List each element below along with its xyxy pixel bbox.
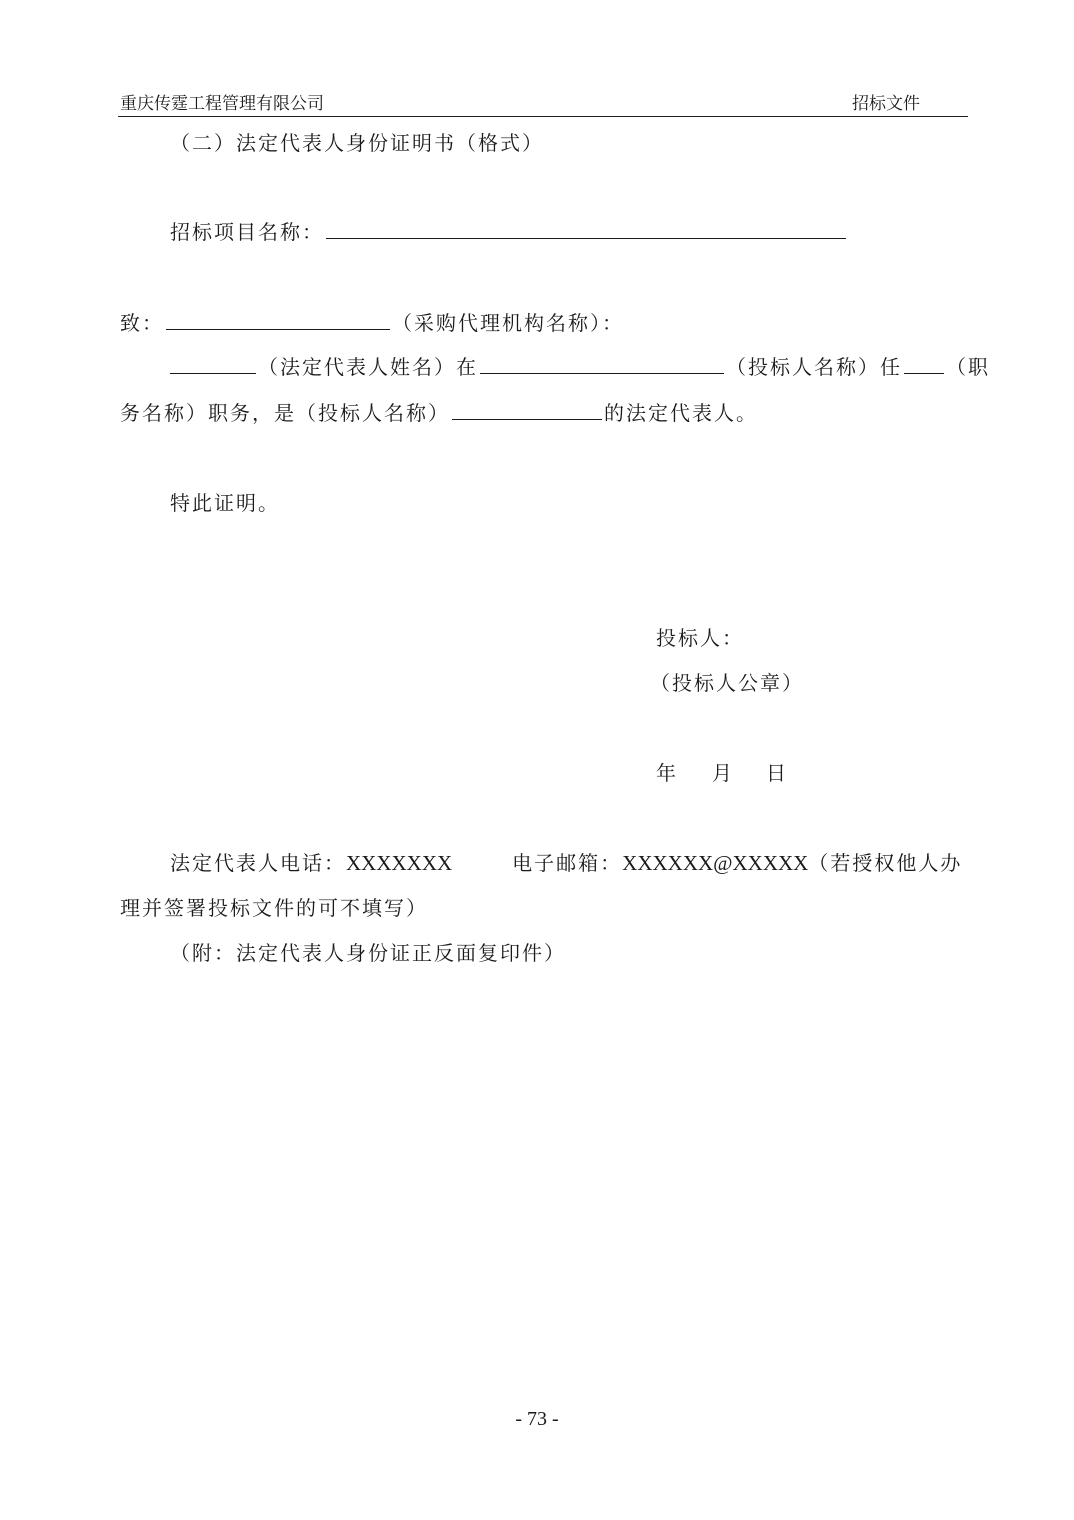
contact-line bbox=[170, 847, 962, 876]
body-line1-text-c: （职 bbox=[946, 355, 990, 379]
addressee-prefix: 致： bbox=[120, 311, 164, 335]
addressee-suffix: （采购代理机构名称）： bbox=[392, 311, 624, 335]
project-name-line bbox=[170, 216, 848, 245]
phone-label: 法定代表人电话： bbox=[170, 851, 346, 875]
email-value: XXXXXX@XXXXX bbox=[622, 851, 809, 875]
body-line1-text-a: （法定代表人姓名）在 bbox=[258, 355, 478, 379]
bidder-label: 投标人： bbox=[656, 626, 744, 650]
body-line-2 bbox=[120, 397, 758, 426]
header-company: 重庆传霆工程管理有限公司 bbox=[120, 94, 324, 114]
body-line1-text-b: （投标人名称）任 bbox=[726, 355, 902, 379]
project-name-label: 招标项目名称： bbox=[170, 220, 324, 244]
header-doc-type: 招标文件 bbox=[852, 94, 920, 114]
date-day: 日 bbox=[766, 761, 788, 785]
body-line2-text-b: 的法定代表人。 bbox=[604, 401, 758, 425]
representative-name-blank[interactable] bbox=[170, 353, 256, 374]
position-blank[interactable] bbox=[904, 353, 944, 374]
body-line2-text-a: 务名称）职务，是（投标人名称） bbox=[120, 401, 450, 425]
certify-text: 特此证明。 bbox=[170, 491, 280, 515]
date-year: 年 bbox=[656, 761, 678, 785]
phone-value: XXXXXXX bbox=[346, 851, 453, 875]
bidder-seal: （投标人公章） bbox=[650, 671, 804, 695]
contact-note-b: 理并签署投标文件的可不填写） bbox=[120, 896, 428, 920]
contact-note-a: （若授权他人办 bbox=[808, 851, 963, 875]
email-label: 电子邮箱： bbox=[512, 851, 623, 875]
header-divider bbox=[118, 116, 968, 117]
agency-name-blank[interactable] bbox=[166, 309, 390, 330]
bidder-name-blank-2[interactable] bbox=[452, 399, 602, 420]
body-line-1 bbox=[170, 351, 990, 380]
section-title: （二）法定代表人身份证明书（格式） bbox=[170, 131, 544, 155]
project-name-blank[interactable] bbox=[326, 218, 846, 239]
page-number: - 73 - bbox=[515, 1408, 559, 1430]
bidder-name-blank[interactable] bbox=[480, 353, 724, 374]
attachment-note: （附：法定代表人身份证正反面复印件） bbox=[170, 941, 566, 965]
date-month: 月 bbox=[712, 761, 734, 785]
addressee-line bbox=[120, 307, 624, 336]
